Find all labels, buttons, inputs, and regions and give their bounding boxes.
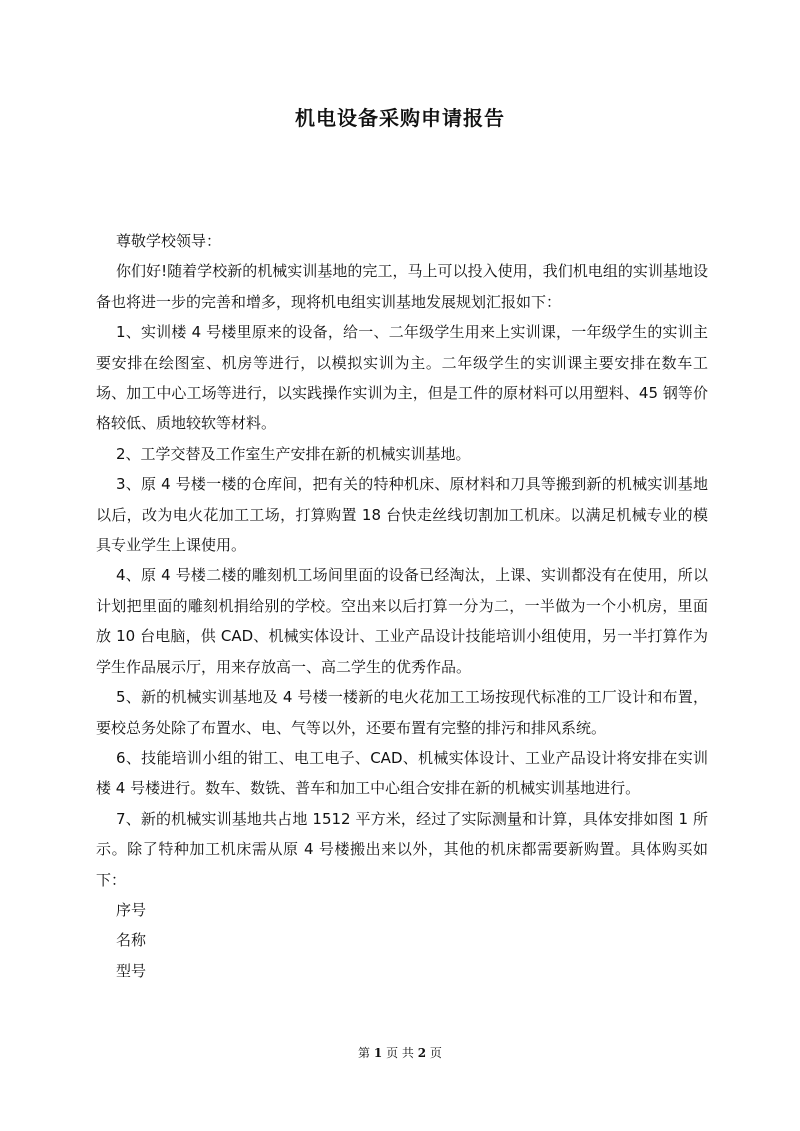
footer-current-page: 1 [373, 1046, 383, 1060]
list-label-serial: 序号 [116, 900, 147, 919]
document-title: 机电设备采购申请报告 [295, 106, 505, 130]
footer-middle: 页 共 [386, 1046, 414, 1060]
item-5-paragraph: 5、新的机械实训基地及 4 号楼一楼新的电火花加工工场按现代标准的工厂设计和布置，要校总务处除了布置水、电、气等以外，还要布置有完整的排污和排风系统。 [96, 688, 708, 737]
page-footer [0, 1045, 800, 1061]
list-label-model: 型号 [116, 961, 147, 980]
item-7-paragraph: 7、新的机械实训基地共占地 1512 平方米，经过了实际测量和计算，具体安排如图 1 所示。除了特种加工机床需从原 4 号楼搬出来以外，其他的机床都需要新购置。具体购买如下： [96, 809, 708, 889]
list-label-name: 名称 [116, 931, 147, 950]
item-1-paragraph: 1、实训楼 4 号楼里原来的设备，给一、二年级学生用来上实训课，一年级学生的实训主要安排在绘图室、机房等进行，以模拟实训为主。二年级学生的实训课主要安排在数车工场、加工中心工场等进行，以实践操作实训为主，但是工件的原材料可以用塑料、45 钢等价格较低、质地较软等材料。 [96, 323, 708, 433]
item-3-paragraph: 3、原 4 号楼一楼的仓库间，把有关的特种机床、原材料和刀具等搬到新的机械实训基地以后，改为电火花加工工场，打算购置 18 台快走丝线切割加工机床。以满足机械专业的模具专业学生上课使用。 [96, 475, 708, 555]
salutation: 尊敬学校领导： [116, 232, 222, 250]
footer-prefix: 第 [358, 1046, 371, 1060]
document-body [96, 226, 708, 986]
item-6-paragraph: 6、技能培训小组的钳工、电工电子、CAD、机械实体设计、工业产品设计将安排在实训楼 4 号楼进行。数车、数铣、普车和加工中心组合安排在新的机械实训基地进行。 [96, 748, 708, 798]
item-4-paragraph: 4、原 4 号楼二楼的雕刻机工场间里面的设备已经淘汰，上课、实训都没有在使用，所以计划把里面的雕刻机捐给别的学校。空出来以后打算一分为二，一半做为一个小机房，里面放 10 台电脑，供 CAD、机械实体设计、工业产品设计技能培训小组使用，另一半打算作为学生作品展示厅，用来存放高一、高二学生的优秀作品。 [96, 566, 708, 676]
footer-total-pages: 2 [417, 1046, 427, 1060]
item-2-paragraph: 2、工学交替及工作室生产安排在新的机械实训基地。 [116, 444, 471, 463]
intro-paragraph: 你们好!随着学校新的机械实训基地的完工，马上可以投入使用，我们机电组的实训基地设备也将进一步的完善和增多，现将机电组实训基地发展规划汇报如下： [96, 262, 708, 311]
footer-suffix: 页 [429, 1046, 442, 1060]
